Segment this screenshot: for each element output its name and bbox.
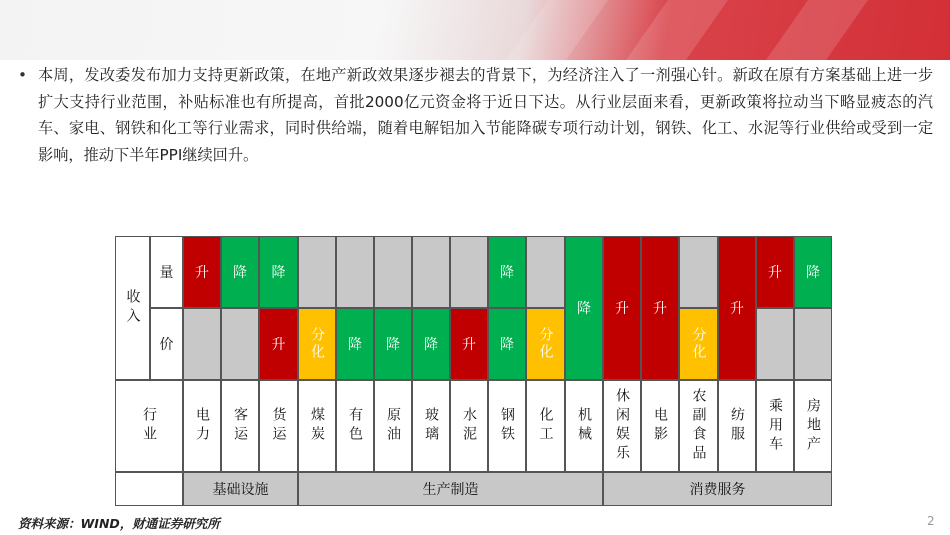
group-manufacturing: 生产制造 bbox=[298, 472, 603, 506]
industry-label: 化工 bbox=[526, 380, 565, 472]
volume-cell bbox=[526, 236, 565, 308]
price-cell bbox=[794, 308, 832, 380]
volume-cell bbox=[298, 236, 336, 308]
volume-header: 量 bbox=[150, 236, 183, 308]
industry-label: 货运 bbox=[259, 380, 298, 472]
source-note: 资料来源：WIND，财通证券研究所 bbox=[18, 516, 220, 531]
industry-label: 水泥 bbox=[450, 380, 488, 472]
group-infrastructure: 基础设施 bbox=[183, 472, 298, 506]
industry-label: 电影 bbox=[641, 380, 679, 472]
price-cell bbox=[221, 308, 259, 380]
volume-cell bbox=[336, 236, 374, 308]
industry-label: 纺服 bbox=[718, 380, 756, 472]
price-cell bbox=[756, 308, 794, 380]
price-cell: 降 bbox=[488, 308, 526, 380]
income-header: 收入 bbox=[115, 236, 150, 380]
group-header-blank bbox=[115, 472, 183, 506]
industry-label: 机械 bbox=[565, 380, 603, 472]
industry-impact-table bbox=[115, 236, 832, 506]
industry-label: 乘用车 bbox=[756, 380, 794, 472]
volume-cell: 降 bbox=[259, 236, 298, 308]
price-cell: 降 bbox=[374, 308, 412, 380]
volume-cell bbox=[679, 236, 718, 308]
industry-label: 原油 bbox=[374, 380, 412, 472]
volume-cell bbox=[374, 236, 412, 308]
industry-header: 行业 bbox=[115, 380, 183, 472]
volume-cell: 升 bbox=[183, 236, 221, 308]
price-cell bbox=[183, 308, 221, 380]
volume-cell: 降 bbox=[221, 236, 259, 308]
summary-text: 本周，发改委发布加力支持更新政策，在地产新政效果逐步褪去的背景下，为经济注入了一剂强心针。新政在原有方案基础上进一步扩大支持行业范围，补贴标准也有所提高，首批2000亿元资金将于近日下达。从行业层面来看，更新政策将拉动当下略显疲态的汽车、家电、钢铁和化工等行业需求，同时供给端，随着电解铝加入节能降碳专项行动计划，钢铁、化工、水泥等行业供给或受到一定影响，推动下半年PPI继续回升。 bbox=[38, 66, 933, 164]
industry-label: 有色 bbox=[336, 380, 374, 472]
industry-label: 电力 bbox=[183, 380, 221, 472]
industry-label: 房地产 bbox=[794, 380, 832, 472]
price-cell: 降 bbox=[336, 308, 374, 380]
price-cell: 升 bbox=[259, 308, 298, 380]
price-header: 价 bbox=[150, 308, 183, 380]
price-cell: 升 bbox=[450, 308, 488, 380]
price-cell: 降 bbox=[412, 308, 450, 380]
merged-cell: 升 bbox=[641, 236, 679, 380]
industry-label: 客运 bbox=[221, 380, 259, 472]
industry-label: 钢铁 bbox=[488, 380, 526, 472]
merged-cell: 降 bbox=[565, 236, 603, 380]
volume-cell: 降 bbox=[488, 236, 526, 308]
page-number: 2 bbox=[927, 514, 935, 528]
volume-cell: 升 bbox=[756, 236, 794, 308]
merged-cell: 升 bbox=[718, 236, 756, 380]
merged-cell: 升 bbox=[603, 236, 641, 380]
header-banner bbox=[0, 0, 950, 60]
volume-cell bbox=[450, 236, 488, 308]
industry-label: 休闲娱乐 bbox=[603, 380, 641, 472]
price-cell: 分化 bbox=[526, 308, 565, 380]
industry-label: 农副食品 bbox=[679, 380, 718, 472]
industry-label: 玻璃 bbox=[412, 380, 450, 472]
volume-cell bbox=[412, 236, 450, 308]
summary-paragraph bbox=[18, 62, 933, 168]
group-consumer-services: 消费服务 bbox=[603, 472, 832, 506]
price-cell: 分化 bbox=[298, 308, 336, 380]
industry-label: 煤炭 bbox=[298, 380, 336, 472]
price-cell: 分化 bbox=[679, 308, 718, 380]
bullet-icon: • bbox=[18, 66, 27, 84]
volume-cell: 降 bbox=[794, 236, 832, 308]
